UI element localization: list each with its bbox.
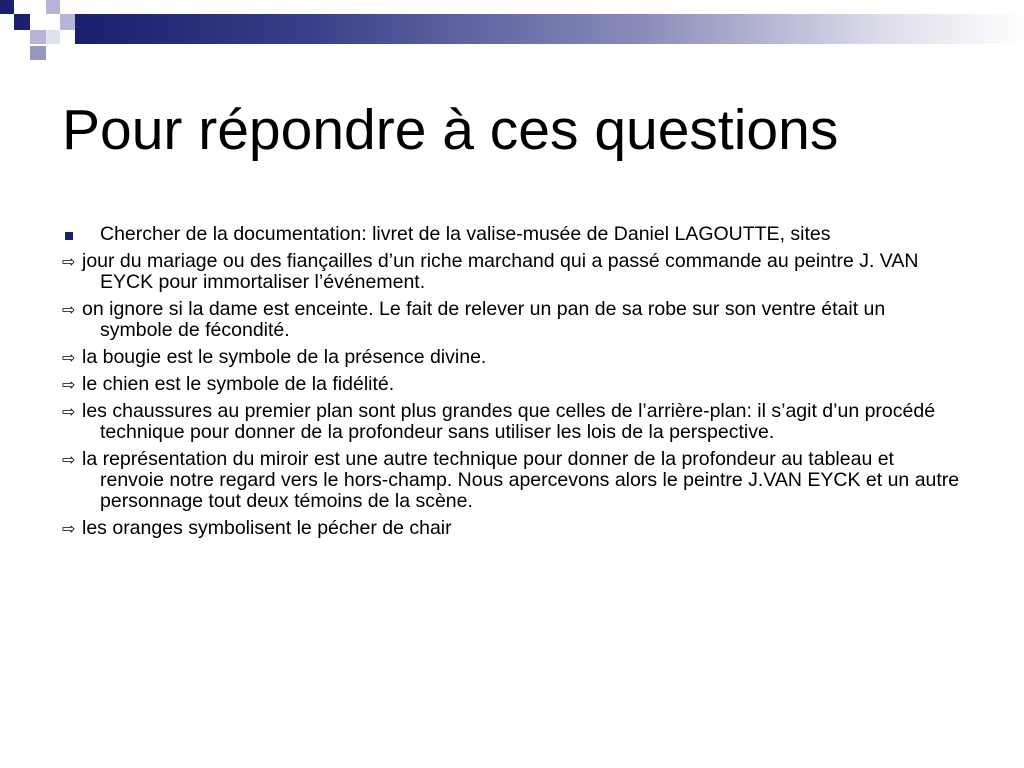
arrow-text: les chaussures au premier plan sont plus grandes que celles de l’arrière-plan: il s’agit d’un procédé technique pour donner de la profondeur sans utiliser les lois de la perspective.: [82, 400, 936, 443]
arrow-text: la bougie est le symbole de la présence divine.: [82, 346, 487, 368]
decor-square: [30, 30, 46, 44]
right-arrow-icon: ⇨: [62, 375, 76, 394]
arrow-item: [62, 518, 962, 539]
decor-square: [30, 46, 46, 60]
slide-content: [62, 224, 962, 545]
bullet-text: Chercher de la documentation: livret de la valise-musée de Daniel LAGOUTTE, sites: [100, 223, 831, 245]
right-arrow-icon: ⇨: [62, 519, 76, 538]
header-gradient-bar: [75, 14, 1024, 44]
decor-square: [46, 0, 60, 14]
bullet-item: [62, 224, 962, 245]
square-bullet-icon: [65, 232, 73, 240]
arrow-item: [62, 347, 962, 368]
right-arrow-icon: ⇨: [62, 300, 76, 319]
right-arrow-icon: ⇨: [62, 450, 76, 469]
arrow-item: [62, 374, 962, 395]
decor-square: [46, 30, 60, 44]
decor-square: [60, 14, 75, 30]
decor-square: [14, 14, 30, 30]
arrow-text: les oranges symbolisent le pécher de chair: [82, 517, 452, 539]
arrow-text: jour du mariage ou des fiançailles d’un riche marchand qui a passé commande au peintre J. VAN EYCK pour immortaliser l’événement.: [82, 250, 919, 293]
arrow-text: le chien est le symbole de la fidélité.: [82, 373, 395, 395]
right-arrow-icon: ⇨: [62, 402, 76, 421]
arrow-item: [62, 401, 962, 443]
right-arrow-icon: ⇨: [62, 348, 76, 367]
decor-square: [0, 0, 14, 14]
arrow-text: la représentation du miroir est une autre technique pour donner de la profondeur au tableau et renvoie notre regard vers le hors-champ. Nous apercevons alors le peintre J.VAN EYCK et un autre personnage tout deux témoins de la scène.: [82, 448, 960, 512]
right-arrow-icon: ⇨: [62, 252, 76, 271]
arrow-item: [62, 251, 962, 293]
arrow-item: [62, 449, 962, 512]
slide-title: Pour répondre à ces questions: [62, 98, 839, 162]
arrow-item: [62, 299, 962, 341]
arrow-text: on ignore si la dame est enceinte. Le fait de relever un pan de sa robe sur son ventre était un symbole de fécondité.: [82, 298, 886, 341]
